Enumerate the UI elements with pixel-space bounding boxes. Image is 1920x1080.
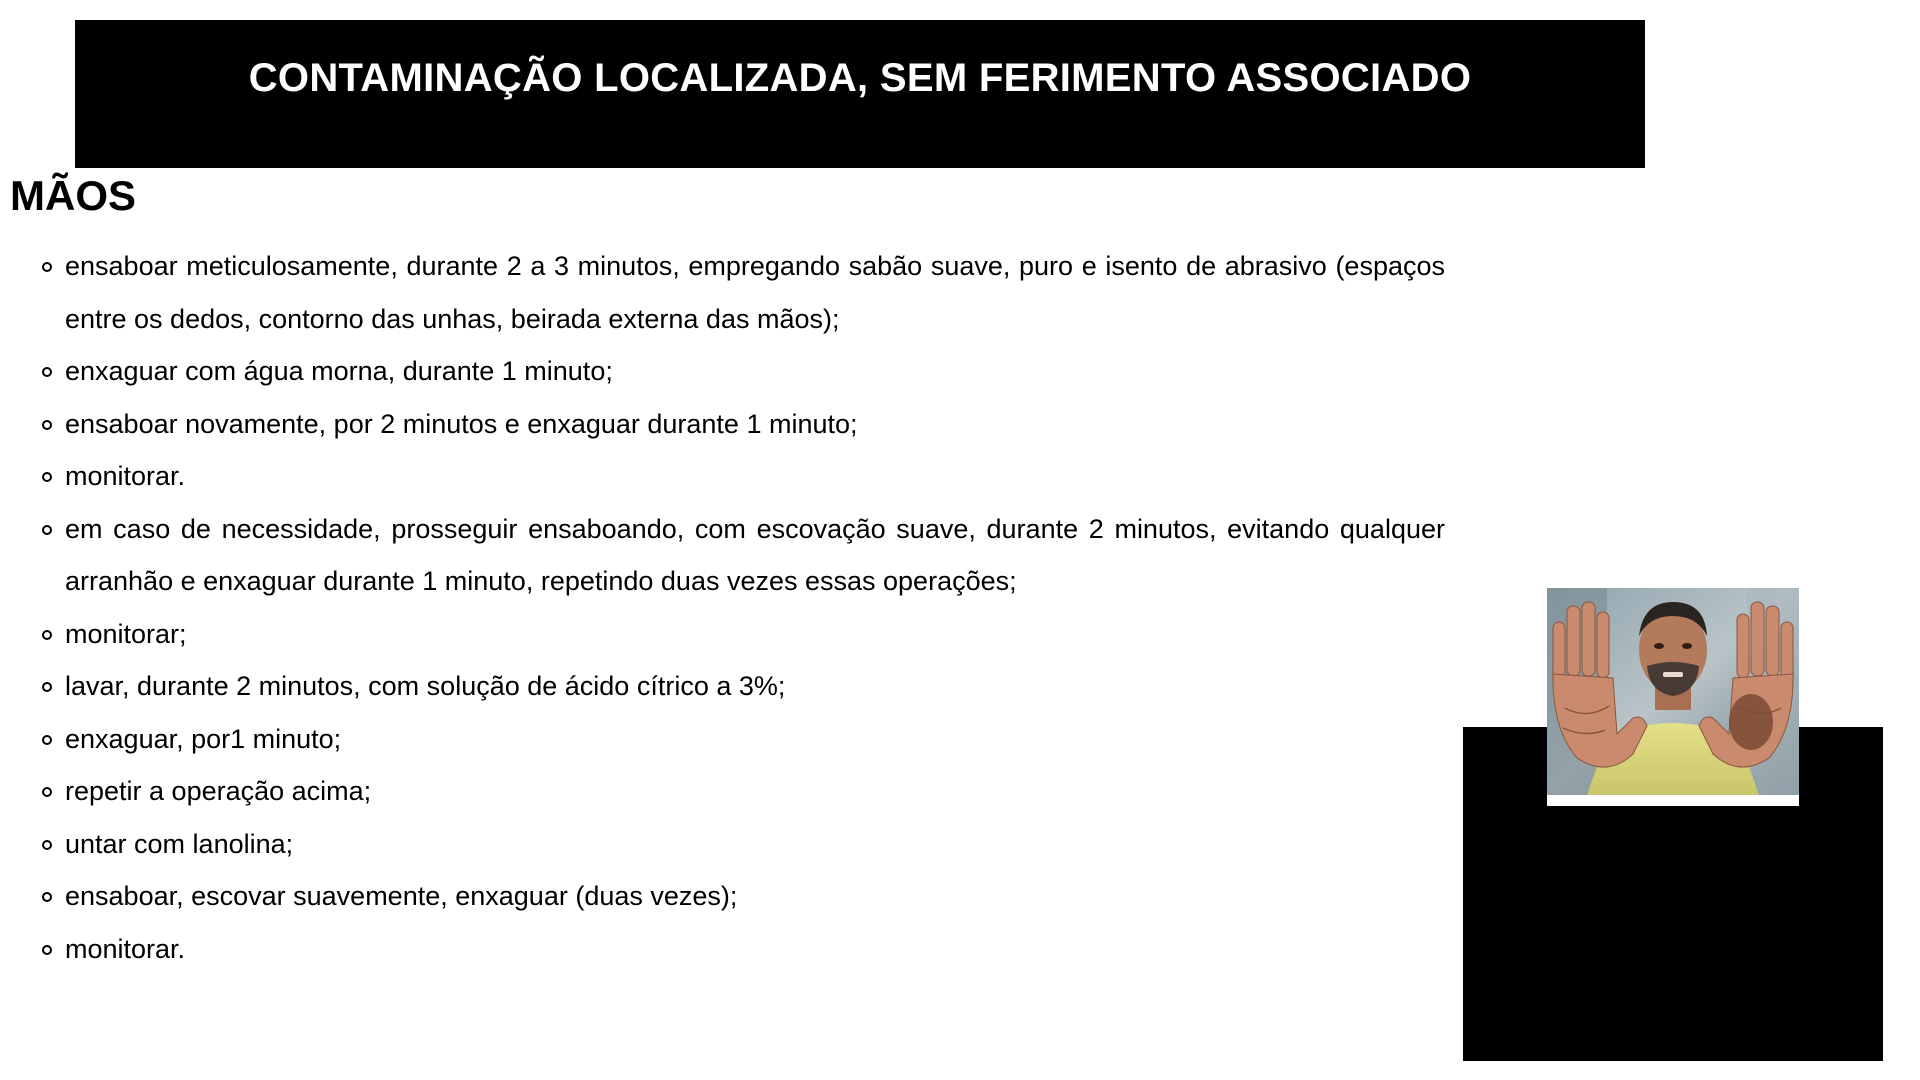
bullet-circle-icon xyxy=(42,945,52,955)
procedure-list xyxy=(40,240,1445,975)
list-item xyxy=(40,450,1445,503)
list-item xyxy=(40,765,1445,818)
list-item-text: monitorar. xyxy=(65,461,186,491)
list-item-text: em caso de necessidade, prosseguir ensaboando, com escovação suave, durante 2 minutos, evitando qualquer arranhão e enxaguar durante 1 minuto, repetindo duas vezes essas operações; xyxy=(65,513,1445,596)
bullet-circle-icon xyxy=(42,630,52,640)
list-item-text: monitorar. xyxy=(65,933,186,964)
list-item-text: monitorar; xyxy=(65,618,187,649)
list-item-text: ensaboar meticulosamente, durante 2 a 3 minutos, empregando sabão suave, puro e isento de abrasivo (espaços entre os dedos, contorno das unhas, beirada externa das mãos); xyxy=(65,251,1445,334)
list-item-text: lavar, durante 2 minutos, com solução de ácido cítrico a 3%; xyxy=(65,671,786,701)
bullet-circle-icon xyxy=(42,892,52,902)
bullet-circle-icon xyxy=(42,787,52,797)
list-item-text: repetir a operação acima; xyxy=(65,776,372,806)
list-item xyxy=(40,240,1445,345)
title-bar xyxy=(75,20,1645,168)
bullet-circle-icon xyxy=(42,472,52,482)
list-item xyxy=(40,923,1445,976)
list-item-text: enxaguar com água morna, durante 1 minuto; xyxy=(65,356,613,386)
list-item-text: ensaboar, escovar suavemente, enxaguar (duas vezes); xyxy=(65,881,738,911)
bullet-circle-icon xyxy=(42,735,52,745)
list-item xyxy=(40,503,1445,608)
bullet-circle-icon xyxy=(42,682,52,692)
bullet-circle-icon xyxy=(42,367,52,377)
list-item xyxy=(40,608,1445,661)
list-item xyxy=(40,345,1445,398)
list-item xyxy=(40,870,1445,923)
list-item xyxy=(40,713,1445,766)
man-showing-palms-photo xyxy=(1547,588,1799,806)
section-heading: MÃOS xyxy=(10,172,136,219)
bullet-circle-icon xyxy=(42,840,52,850)
list-item xyxy=(40,398,1445,451)
list-item xyxy=(40,818,1445,871)
list-item xyxy=(40,660,1445,713)
bullet-circle-icon xyxy=(42,420,52,430)
list-item-text: ensaboar novamente, por 2 minutos e enxaguar durante 1 minuto; xyxy=(65,408,858,439)
slide-title: CONTAMINAÇÃO LOCALIZADA, SEM FERIMENTO ASSOCIADO xyxy=(248,56,1472,100)
list-item-text: untar com lanolina; xyxy=(65,828,294,859)
bullet-circle-icon xyxy=(42,262,52,272)
list-item-text: enxaguar, por1 minuto; xyxy=(65,723,342,754)
bullet-circle-icon xyxy=(42,525,52,535)
